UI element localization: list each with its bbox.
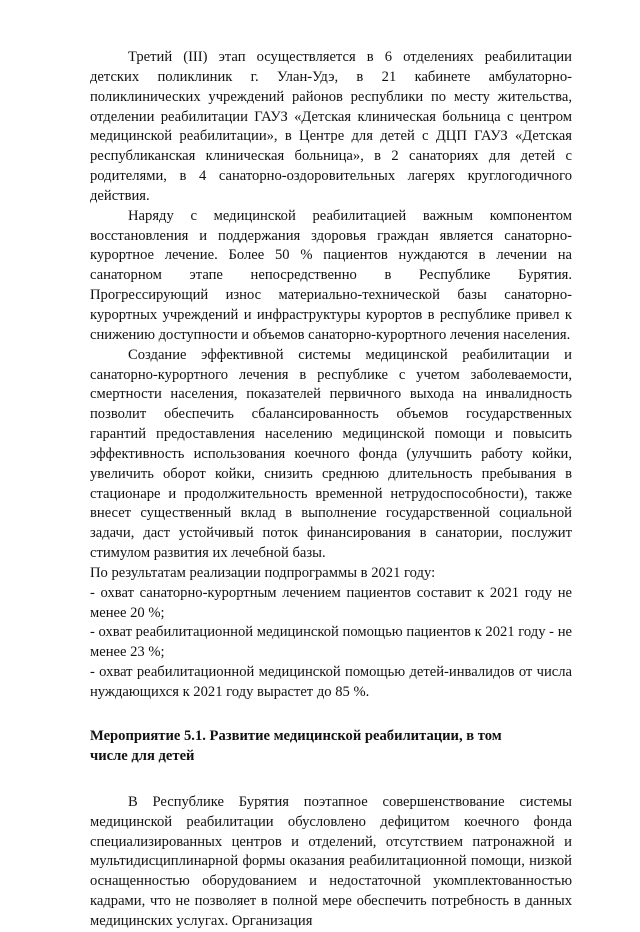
document-page [90, 48, 572, 932]
result-item-rehabilitation: - охват реабилитационной медицинской помощью пациентов к 2021 году - не менее 23 %; [90, 624, 572, 661]
paragraph-sanatorium-treatment: Наряду с медицинской реабилитацией важным компонентом восстановления и поддержания здоровья граждан является санаторно-курортное лечение. Более 50 % пациентов нуждаются в лечении на санаторном этапе непосредственно в Республике Бурятия. Прогрессирующий износ материально-технической базы санаторно-курортных учреждений и инфраструктуры курортов в республике привел к снижению доступности и объемов санаторно-курортного лечения населения. [90, 207, 572, 343]
result-item-sanatorium: - охват санаторно-курортным лечением пациентов составит к 2021 году не менее 20 %; [90, 584, 572, 621]
section-heading [90, 726, 572, 766]
section-heading-line2: числе для детей [90, 747, 195, 764]
section-heading-line1: Мероприятие 5.1. Развитие медицинской реабилитации, в том [90, 727, 502, 744]
paragraph-third-stage: Третий (III) этап осуществляется в 6 отделениях реабилитации детских поликлиник г. Улан-Удэ, в 21 кабинете амбулаторно-поликлинических учреждений районов республики по месту жительства, отделении реабилитации ГАУЗ «Детская клиническая больница с центром медицинской реабилитации», в Центре для детей с ДЦП ГАУЗ «Детская республиканская клиническая больница», в 2 санаториях для детей с родителями, в 4 санаторно-оздоровительных лагерях круглогодичного действия. [90, 49, 572, 204]
paragraph-effective-system: Создание эффективной системы медицинской реабилитации и санаторно-курортного лечения в республике с учетом заболеваемости, смертности населения, показателей первичного выхода на инвалидность позволит обеспечить сбалансированность объемов государственных гарантий предоставления населению медицинской помощи и повысить эффективность использования коечного фонда (улучшить работу койки, увеличить оборот койки, снизить среднюю длительность пребывания в стационаре и продолжительность временной нетрудоспособности), также внесет существенный вклад в выполнение государственной социальной задачи, даст устойчивый поток финансирования в санатории, послужит стимулом развития их лечебной базы. [90, 346, 572, 562]
result-item-disabled-children: - охват реабилитационной медицинской помощью детей-инвалидов от числа нуждающихся к 2021 году вырастет до 85 %. [90, 664, 572, 700]
paragraph-buryatia-rehabilitation: В Республике Бурятия поэтапное совершенствование системы медицинской реабилитации обусловлено дефицитом коечного фонда специализированных центров и отделений, отсутствием патронажной и мультидисциплинарной формы оказания реабилитационной помощи, низкой оснащенностью оборудованием и недостаточной укомплектованностью кадрами, что не позволяет в полной мере обеспечить потребность в данных медицинских услугах. Организация [90, 793, 572, 929]
results-intro: По результатам реализации подпрограммы в 2021 году: [90, 564, 436, 581]
